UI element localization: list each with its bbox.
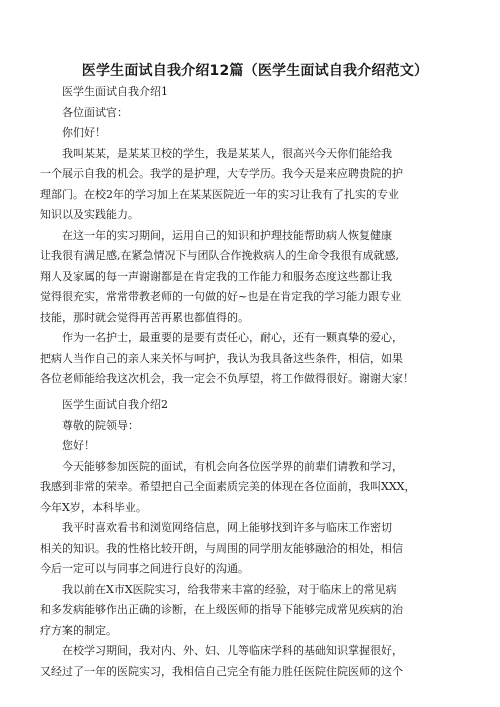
paragraph-line: 让我很有满足感,在紧急情况下与团队合作挽救病人的生命令我很有成就感, <box>40 249 399 262</box>
paragraph-line: 又经过了一年的医院实习，我相信自己完全有能力胜任医院住院医师的这个 <box>40 664 403 678</box>
paragraph-line: 我感到非常的荣幸。希望把自己全面素质完美的体现在各位面前，我叫XXX， <box>40 480 416 493</box>
section-2 <box>40 395 460 682</box>
paragraph-line: 把病人当作自己的亲人来关怀与呵护，我认为我具备这些条件，相信，如果 <box>40 351 403 365</box>
paragraph-line: 各位老师能给我这次机会，我一定会不负厚望，将工作做得很好。谢谢大家！ <box>40 372 414 385</box>
paragraph-line: 觉得很充实，常常带教老师的一句做的好~也是在肯定我的学习能力跟专业 <box>40 290 402 303</box>
paragraph-line: 今后一定可以与同事之间进行良好的沟通。 <box>40 562 249 575</box>
paragraph-line: 技能，那时就会觉得再苦再累也都值得的。 <box>40 310 249 324</box>
paragraph-line: 和多发病能够作出正确的诊断，在上级医师的指导下能够完成常见疾病的治 <box>40 603 403 616</box>
paragraph-line: 在这一年的实习期间，运用自己的知识和护理技能帮助病人恢复健康 <box>62 228 392 242</box>
paragraph-line: 理部门。在校2年的学习加上在某某医院近一年的实习让我有了扎实的专业 <box>40 187 399 201</box>
paragraph-line: 作为一名护士，最重要的是要有责任心，耐心，还有一颗真挚的爱心， <box>62 331 403 344</box>
paragraph-line: 我平时喜欢看书和浏览网络信息，网上能够找到许多与临床工作密切 <box>62 521 392 534</box>
salutation: 各位面试官： <box>62 105 128 119</box>
greeting: 您好！ <box>62 439 95 452</box>
section-heading: 医学生面试自我介绍1 <box>62 85 168 98</box>
section-1 <box>40 82 460 390</box>
paragraph-line: 今天能够参加医院的面试，有机会向各位医学界的前辈们请教和学习， <box>62 459 403 473</box>
paragraph-line: 疗方案的制定。 <box>40 623 117 637</box>
paragraph-line: 今年X岁，本科毕业。 <box>40 500 147 514</box>
greeting: 你们好！ <box>62 126 106 139</box>
salutation: 尊敬的院领导： <box>62 418 139 432</box>
paragraph-line: 相关的知识。我的性格比较开朗，与周围的同学朋友能够融洽的相处，相信 <box>40 541 403 555</box>
paragraph-line: 我叫某某，是某某卫校的学生，我是某某人，很高兴今天你们能给我 <box>62 146 392 160</box>
document-title: 医学生面试自我介绍12篇（医学生面试自我介绍范文） <box>81 63 429 79</box>
paragraph-line: 知识以及实践能力。 <box>40 208 139 221</box>
section-heading: 医学生面试自我介绍2 <box>62 398 168 411</box>
paragraph-line: 在校学习期间，我对内、外、妇、儿等临床学科的基础知识掌握很好， <box>62 644 403 657</box>
paragraph-line: 翔人及家属的每一声谢谢都是在肯定我的工作能力和服务态度这些都让我 <box>40 269 392 283</box>
paragraph-line: 一个展示自我的机会。我学的是护理，大专学历。我今天是来应聘贵院的护 <box>40 167 403 180</box>
paragraph-line: 我以前在X市X医院实习，给我带来丰富的经验，对于临床上的常见病 <box>62 582 397 596</box>
